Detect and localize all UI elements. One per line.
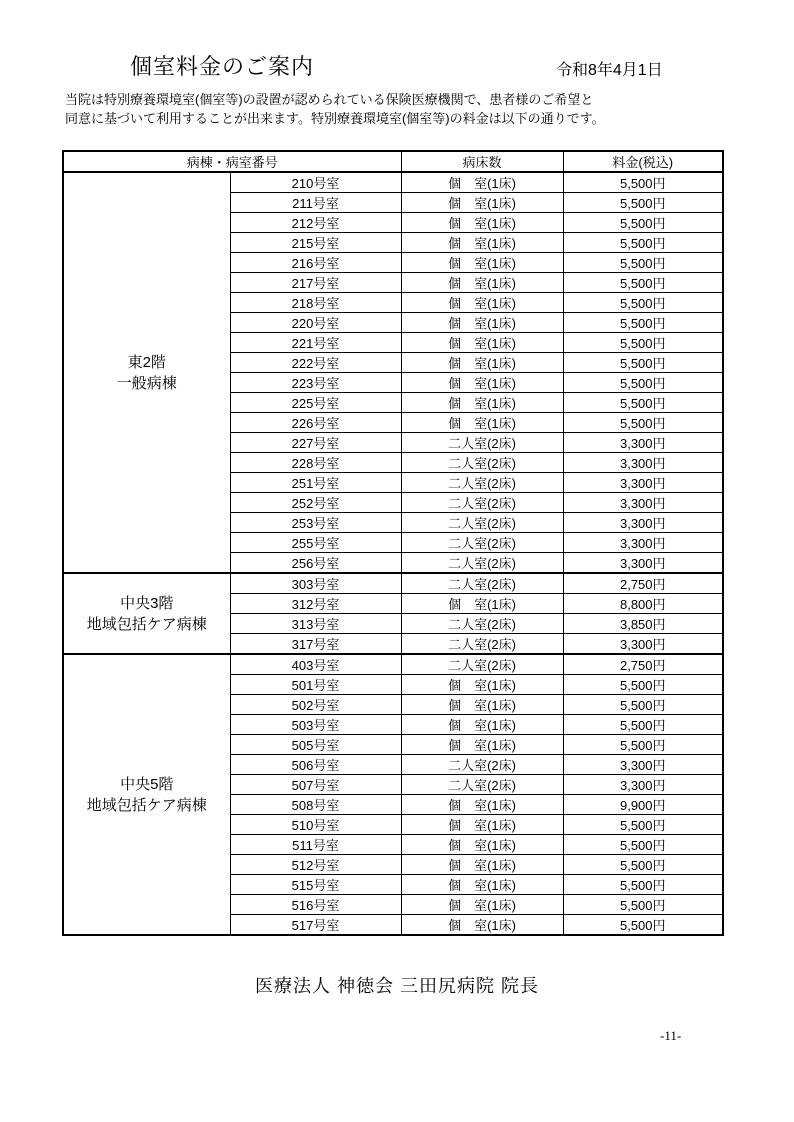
bed-count-cell: 個 室(1床) (401, 293, 563, 313)
fee-cell: 5,500円 (563, 413, 723, 433)
bed-count-cell: 個 室(1床) (401, 413, 563, 433)
bed-count-cell: 個 室(1床) (401, 895, 563, 915)
fee-cell: 5,500円 (563, 293, 723, 313)
bed-count-cell: 個 室(1床) (401, 233, 563, 253)
room-number-cell: 228号室 (230, 453, 401, 473)
bed-count-cell: 個 室(1床) (401, 273, 563, 293)
fee-cell: 9,900円 (563, 795, 723, 815)
bed-count-cell: 二人室(2床) (401, 533, 563, 553)
room-number-cell: 507号室 (230, 775, 401, 795)
room-number-cell: 503号室 (230, 715, 401, 735)
bed-count-cell: 個 室(1床) (401, 835, 563, 855)
bed-count-cell: 二人室(2床) (401, 513, 563, 533)
fee-table-body (63, 172, 723, 935)
fee-cell: 2,750円 (563, 654, 723, 675)
header-bed-count: 病床数 (401, 151, 563, 172)
bed-count-cell: 個 室(1床) (401, 393, 563, 413)
fee-cell: 5,500円 (563, 875, 723, 895)
ward-label-line-2: 地域包括ケア病棟 (86, 615, 207, 633)
room-number-cell: 251号室 (230, 473, 401, 493)
room-number-cell: 506号室 (230, 755, 401, 775)
fee-cell: 5,500円 (563, 915, 723, 936)
bed-count-cell: 二人室(2床) (401, 614, 563, 634)
fee-cell: 5,500円 (563, 333, 723, 353)
room-number-cell: 253号室 (230, 513, 401, 533)
ward-label-line-1: 東2階 (127, 353, 166, 371)
table-row (63, 654, 723, 675)
bed-count-cell: 個 室(1床) (401, 795, 563, 815)
room-number-cell: 227号室 (230, 433, 401, 453)
ward-label-line-1: 中央5階 (120, 775, 174, 793)
intro-paragraph (65, 90, 725, 128)
fee-cell: 5,500円 (563, 253, 723, 273)
room-number-cell: 223号室 (230, 373, 401, 393)
room-number-cell: 515号室 (230, 875, 401, 895)
room-number-cell: 510号室 (230, 815, 401, 835)
room-number-cell: 212号室 (230, 213, 401, 233)
room-number-cell: 502号室 (230, 695, 401, 715)
room-number-cell: 217号室 (230, 273, 401, 293)
hospital-signature: 医療法人 神徳会 三田尻病院 院長 (254, 976, 539, 996)
fee-cell: 5,500円 (563, 313, 723, 333)
bed-count-cell: 個 室(1床) (401, 172, 563, 193)
room-number-cell: 252号室 (230, 493, 401, 513)
page-number: -11- (660, 1028, 682, 1043)
ward-label-line-2: 地域包括ケア病棟 (86, 796, 207, 814)
bed-count-cell: 個 室(1床) (401, 675, 563, 695)
page-title: 個室料金のご案内 (130, 54, 315, 79)
fee-cell: 3,300円 (563, 533, 723, 553)
ward-label-line-2: 一般病棟 (116, 374, 177, 392)
fee-cell: 5,500円 (563, 895, 723, 915)
room-number-cell: 313号室 (230, 614, 401, 634)
fee-cell: 5,500円 (563, 735, 723, 755)
room-fee-table (62, 150, 724, 936)
fee-cell: 5,500円 (563, 373, 723, 393)
bed-count-cell: 二人室(2床) (401, 775, 563, 795)
room-number-cell: 505号室 (230, 735, 401, 755)
bed-count-cell: 個 室(1床) (401, 815, 563, 835)
room-number-cell: 517号室 (230, 915, 401, 936)
bed-count-cell: 個 室(1床) (401, 855, 563, 875)
bed-count-cell: 二人室(2床) (401, 433, 563, 453)
table-header-row (63, 151, 723, 172)
fee-cell: 3,300円 (563, 634, 723, 655)
bed-count-cell: 個 室(1床) (401, 594, 563, 614)
fee-cell: 2,750円 (563, 573, 723, 594)
room-number-cell: 218号室 (230, 293, 401, 313)
room-number-cell: 511号室 (230, 835, 401, 855)
fee-cell: 5,500円 (563, 273, 723, 293)
bed-count-cell: 個 室(1床) (401, 915, 563, 936)
room-number-cell: 508号室 (230, 795, 401, 815)
fee-cell: 5,500円 (563, 233, 723, 253)
intro-line-2: 同意に基づいて利用することが出来ます。特別療養環境室(個室等)の料金は以下の通りです。 (65, 111, 605, 126)
bed-count-cell: 二人室(2床) (401, 634, 563, 655)
header-fee: 料金(税込) (563, 151, 723, 172)
fee-cell: 8,800円 (563, 594, 723, 614)
bed-count-cell: 個 室(1床) (401, 333, 563, 353)
fee-cell: 3,300円 (563, 433, 723, 453)
intro-line-1: 当院は特別療養環境室(個室等)の設置が認められている保険医療機関で、患者様のご希望と (65, 92, 594, 107)
ward-label (63, 172, 230, 573)
bed-count-cell: 二人室(2床) (401, 755, 563, 775)
fee-cell: 5,500円 (563, 193, 723, 213)
room-number-cell: 403号室 (230, 654, 401, 675)
fee-cell: 3,300円 (563, 553, 723, 574)
room-number-cell: 221号室 (230, 333, 401, 353)
bed-count-cell: 個 室(1床) (401, 353, 563, 373)
bed-count-cell: 個 室(1床) (401, 695, 563, 715)
bed-count-cell: 個 室(1床) (401, 875, 563, 895)
ward-label (63, 573, 230, 654)
fee-cell: 5,500円 (563, 172, 723, 193)
bed-count-cell: 個 室(1床) (401, 313, 563, 333)
room-number-cell: 211号室 (230, 193, 401, 213)
ward-label (63, 654, 230, 935)
fee-cell: 3,850円 (563, 614, 723, 634)
document-date: 令和8年4月1日 (556, 62, 663, 79)
fee-cell: 5,500円 (563, 695, 723, 715)
bed-count-cell: 二人室(2床) (401, 453, 563, 473)
fee-cell: 5,500円 (563, 855, 723, 875)
bed-count-cell: 個 室(1床) (401, 715, 563, 735)
fee-cell: 5,500円 (563, 715, 723, 735)
table-row (63, 172, 723, 193)
bed-count-cell: 個 室(1床) (401, 735, 563, 755)
bed-count-cell: 二人室(2床) (401, 573, 563, 594)
fee-cell: 5,500円 (563, 815, 723, 835)
room-number-cell: 303号室 (230, 573, 401, 594)
room-number-cell: 222号室 (230, 353, 401, 373)
fee-cell: 3,300円 (563, 493, 723, 513)
room-number-cell: 210号室 (230, 172, 401, 193)
room-number-cell: 501号室 (230, 675, 401, 695)
fee-cell: 5,500円 (563, 835, 723, 855)
room-number-cell: 225号室 (230, 393, 401, 413)
bed-count-cell: 二人室(2床) (401, 654, 563, 675)
room-number-cell: 256号室 (230, 553, 401, 574)
bed-count-cell: 二人室(2床) (401, 473, 563, 493)
table-row (63, 573, 723, 594)
room-number-cell: 216号室 (230, 253, 401, 273)
ward-label-line-1: 中央3階 (120, 594, 174, 612)
bed-count-cell: 二人室(2床) (401, 553, 563, 574)
fee-cell: 3,300円 (563, 775, 723, 795)
fee-cell: 5,500円 (563, 675, 723, 695)
fee-cell: 3,300円 (563, 755, 723, 775)
bed-count-cell: 個 室(1床) (401, 213, 563, 233)
fee-cell: 3,300円 (563, 453, 723, 473)
room-number-cell: 512号室 (230, 855, 401, 875)
room-number-cell: 220号室 (230, 313, 401, 333)
room-number-cell: 255号室 (230, 533, 401, 553)
fee-cell: 5,500円 (563, 353, 723, 373)
fee-cell: 3,300円 (563, 513, 723, 533)
room-number-cell: 516号室 (230, 895, 401, 915)
header-ward-room-number: 病棟・病室番号 (63, 151, 401, 172)
fee-cell: 5,500円 (563, 393, 723, 413)
bed-count-cell: 個 室(1床) (401, 253, 563, 273)
bed-count-cell: 個 室(1床) (401, 373, 563, 393)
room-number-cell: 226号室 (230, 413, 401, 433)
room-number-cell: 215号室 (230, 233, 401, 253)
fee-cell: 3,300円 (563, 473, 723, 493)
room-number-cell: 312号室 (230, 594, 401, 614)
fee-cell: 5,500円 (563, 213, 723, 233)
room-number-cell: 317号室 (230, 634, 401, 655)
bed-count-cell: 二人室(2床) (401, 493, 563, 513)
bed-count-cell: 個 室(1床) (401, 193, 563, 213)
